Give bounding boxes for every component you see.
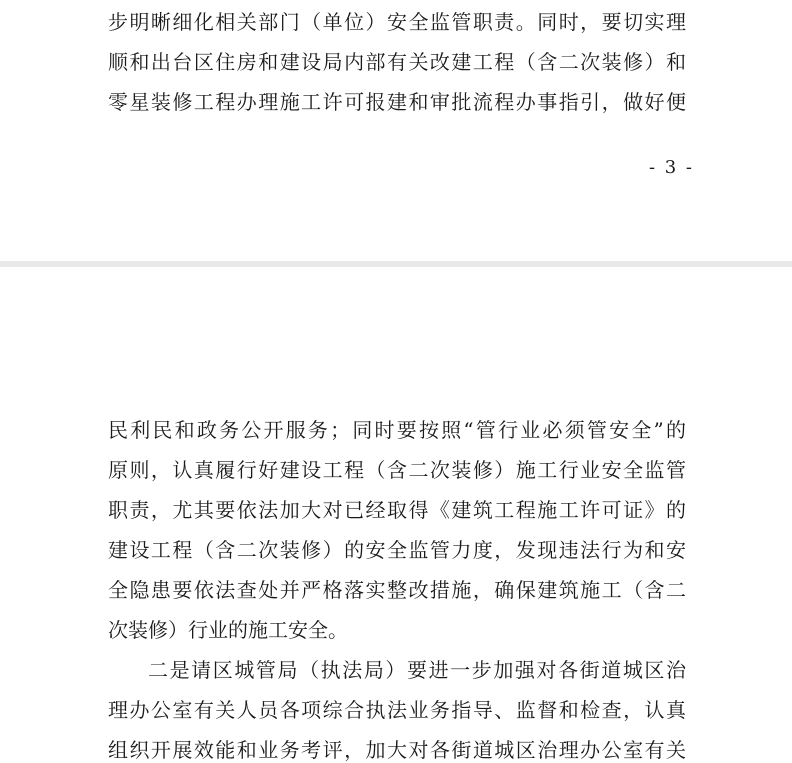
- page-number: - 3 -: [648, 157, 694, 178]
- body-text-line: 全隐患要依法查处并严格落实整改措施，确保建筑施工（含二: [108, 578, 686, 602]
- body-text-line: 组织开展效能和业务考评，加大对各街道城区治理办公室有关: [108, 738, 686, 762]
- body-text-line: 次装修）行业的施工安全。: [108, 618, 348, 642]
- document-page-lower: [0, 267, 792, 763]
- body-text-line: 建设工程（含二次装修）的安全监管力度，发现违法行为和安: [108, 538, 686, 562]
- body-text-line: 顺和出台区住房和建设局内部有关改建工程（含二次装修）和: [108, 50, 686, 74]
- document-page-upper: [0, 0, 792, 261]
- paragraph-first-line: 二是请区城管局（执法局）要进一步加强对各街道城区治: [148, 658, 686, 682]
- body-text-line: 职责，尤其要依法加大对已经取得《建筑工程施工许可证》的: [108, 498, 686, 522]
- body-text-line: 原则，认真履行好建设工程（含二次装修）施工行业安全监管: [108, 458, 686, 482]
- body-text-line: 理办公室有关人员各项综合执法业务指导、监督和检查，认真: [108, 698, 686, 722]
- body-text-line: 民利民和政务公开服务；同时要按照“管行业必须管安全”的: [108, 418, 686, 442]
- body-text-line: 步明晰细化相关部门（单位）安全监管职责。同时，要切实理: [108, 10, 686, 34]
- body-text-line: 零星装修工程办理施工许可报建和审批流程办事指引，做好便: [108, 90, 686, 114]
